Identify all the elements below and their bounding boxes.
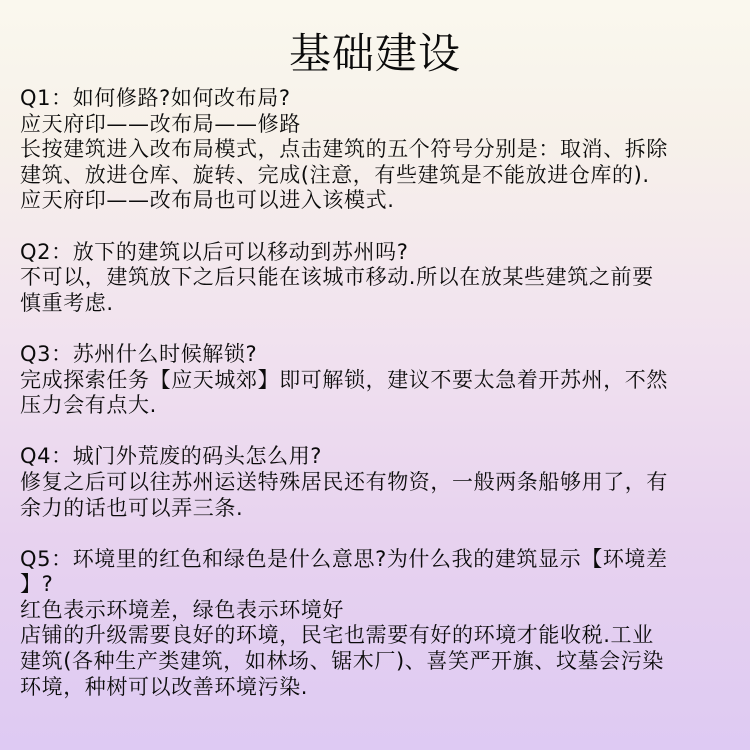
answer-line: 不可以，建筑放下之后只能在该城市移动.所以在放某些建筑之前要 <box>20 265 654 290</box>
section-spacer <box>20 419 732 445</box>
faq-section-q2 <box>20 240 732 317</box>
answer-line: 店铺的升级需要良好的环境，民宅也需要有好的环境才能收税.工业 <box>20 623 654 648</box>
section-spacer <box>20 214 732 240</box>
faq-section-q1 <box>20 86 732 214</box>
answer-line: 环境，种树可以改善环境污染. <box>20 674 309 699</box>
answer-line: 长按建筑进入改布局模式，点击建筑的五个符号分别是：取消、拆除 <box>20 137 668 162</box>
answer-line: 压力会有点大. <box>20 393 157 418</box>
answer-line: 建筑、放进仓库、旋转、完成(注意，有些建筑是不能放进仓库的). <box>20 162 650 187</box>
answer-line: 完成探索任务【应天城郊】即可解锁，建议不要太急着开苏州，不然 <box>20 367 668 392</box>
answer-line: 应天府印——改布局也可以进入该模式. <box>20 188 395 213</box>
faq-section-q4 <box>20 444 732 521</box>
answer-line: 应天府印——改布局——修路 <box>20 111 301 136</box>
answer-line: 余力的话也可以弄三条. <box>20 495 244 520</box>
question-q2: Q2：放下的建筑以后可以移动到苏州吗? <box>20 239 409 264</box>
question-q4: Q4：城门外荒废的码头怎么用? <box>20 444 323 469</box>
question-q3: Q3：苏州什么时候解锁? <box>20 341 258 366</box>
answer-line: 修复之后可以往苏州运送特殊居民还有物资，一般两条船够用了，有 <box>20 469 668 494</box>
answer-line: 建筑(各种生产类建筑，如林场、锯木厂)、喜笑严开旗、坟墓会污染 <box>20 649 664 674</box>
answer-line: 红色表示环境差，绿色表示环境好 <box>20 597 344 622</box>
faq-section-q5 <box>20 547 732 701</box>
question-q1: Q1：如何修路?如何改布局? <box>20 86 291 110</box>
question-q5-continued: 】? <box>20 572 54 597</box>
answer-line: 慎重考虑. <box>20 290 114 315</box>
section-spacer <box>20 521 732 547</box>
faq-content <box>20 86 732 700</box>
section-spacer <box>20 316 732 342</box>
question-q5: Q5：环境里的红色和绿色是什么意思?为什么我的建筑显示【环境差 <box>20 546 668 571</box>
page-title: 基础建设 <box>288 29 461 78</box>
faq-section-q3 <box>20 342 732 419</box>
